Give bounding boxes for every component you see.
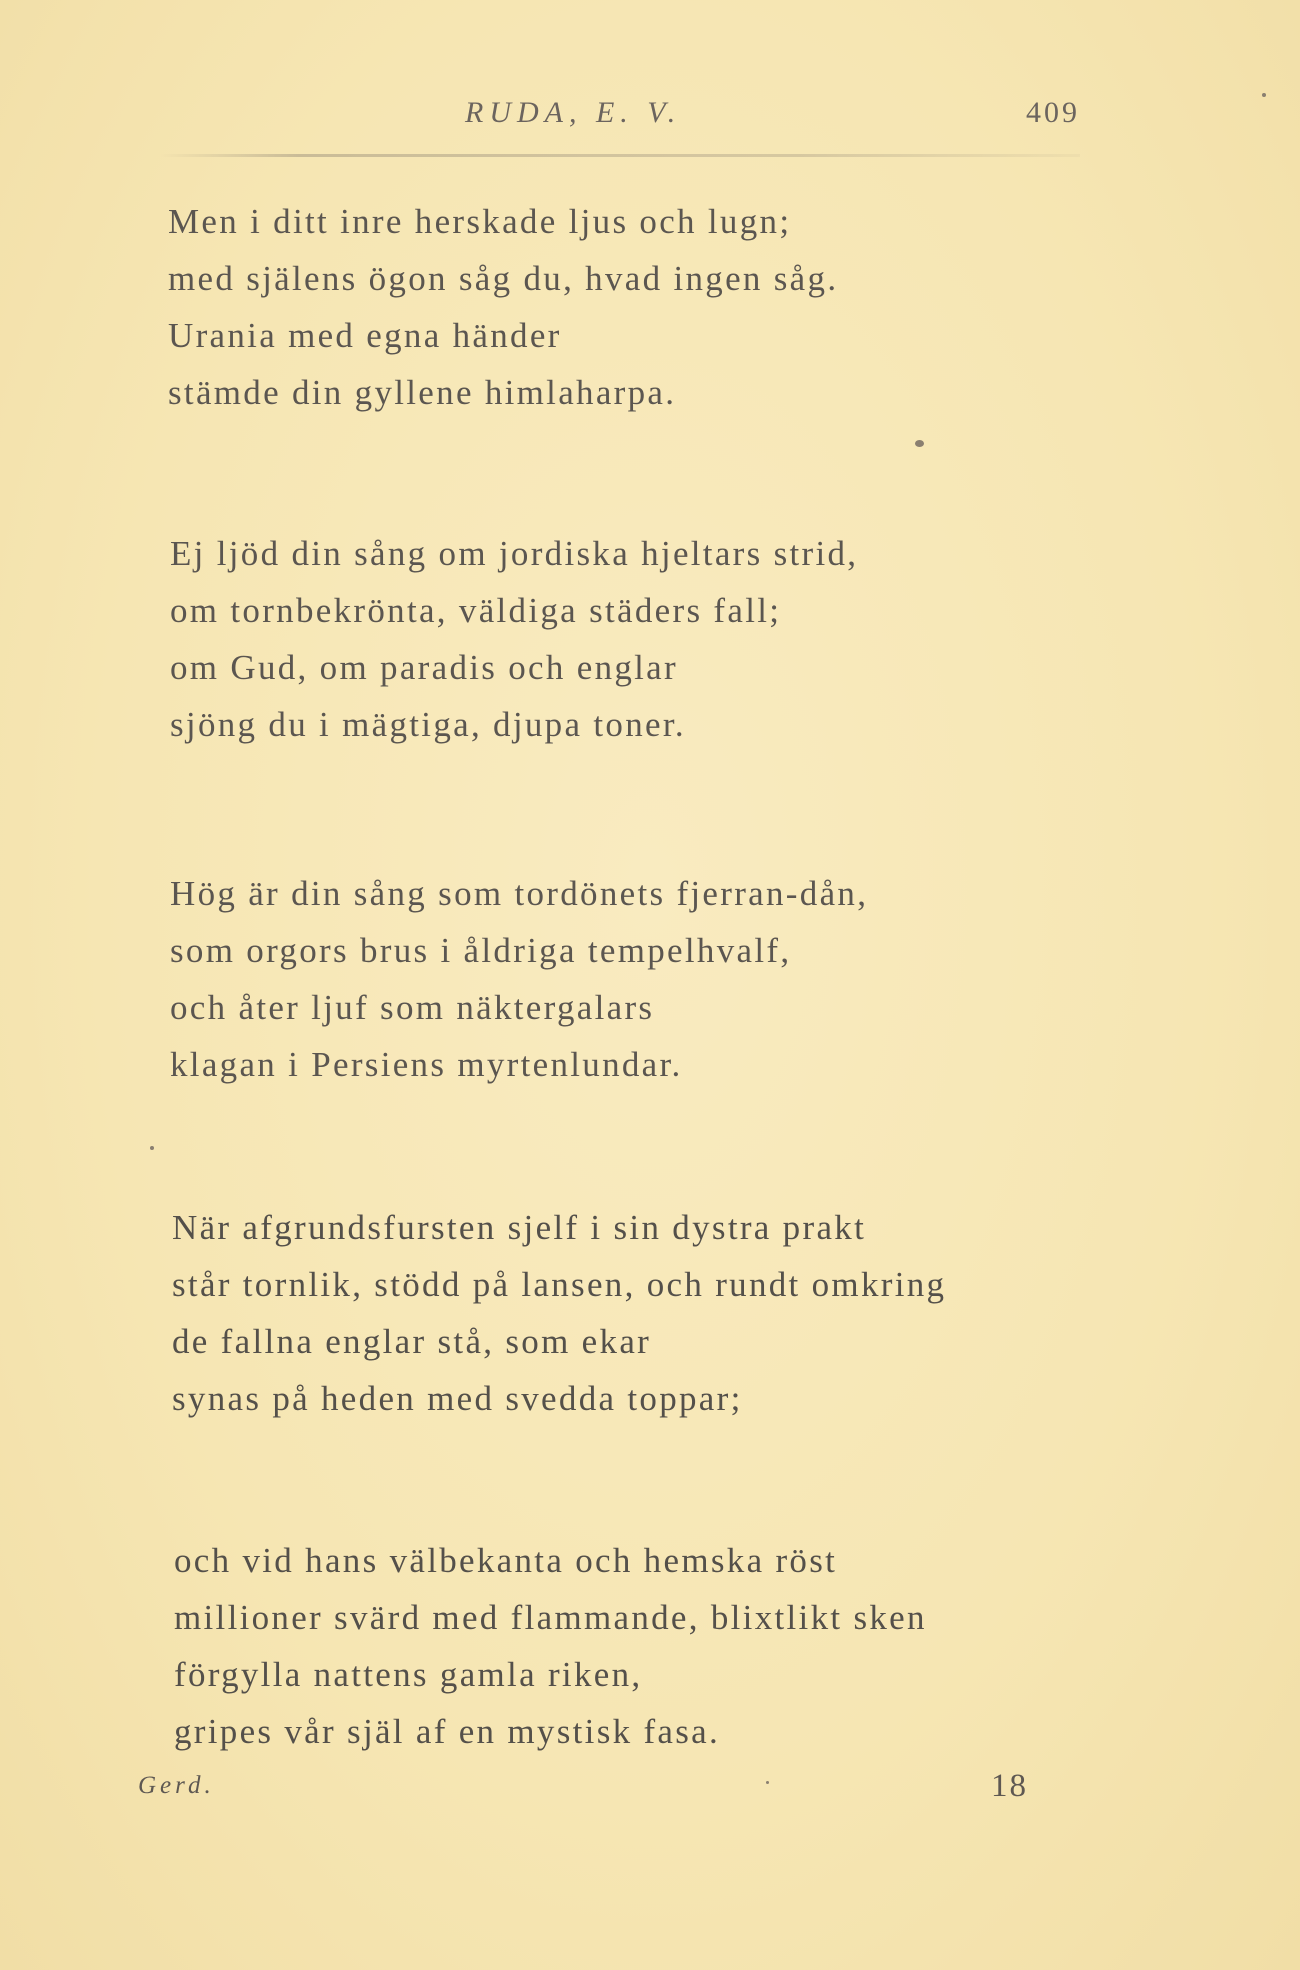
ink-speck [1262, 93, 1266, 97]
poem-line: om tornbekrönta, väldiga städers fall; [170, 591, 782, 630]
signature-number: 18 [991, 1768, 1028, 1804]
poem-line: Ej ljöd din sång om jordiska hjeltars strid, [170, 534, 859, 573]
page-header [165, 96, 1080, 136]
page-number: 409 [1026, 96, 1080, 129]
poem-line: synas på heden med svedda toppar; [172, 1379, 743, 1418]
poem-line: och vid hans välbekanta och hemska röst [174, 1541, 838, 1580]
header-rule [160, 154, 1080, 157]
poem-line: som orgors brus i åldriga tempelhvalf, [170, 931, 792, 970]
signature-mark: Gerd. [138, 1772, 215, 1799]
running-head: RUDA, E. V. [465, 96, 682, 129]
poem-line: Urania med egna händer [168, 316, 562, 355]
poem-line: Hög är din sång som tordönets fjerran-dån, [170, 874, 869, 913]
poem-line: och åter ljuf som näktergalars [170, 988, 655, 1027]
poem-line: stämde din gyllene himlaharpa. [168, 373, 677, 412]
poem-line: de fallna englar stå, som ekar [172, 1322, 652, 1361]
stanza-1 [168, 193, 838, 421]
stanza-4 [172, 1199, 946, 1427]
poem-line: klagan i Persiens myrtenlundar. [170, 1045, 683, 1084]
ink-speck [150, 1146, 154, 1150]
poem-line: om Gud, om paradis och englar [170, 648, 678, 687]
ink-speck [766, 1781, 769, 1784]
page-footer [138, 1768, 1028, 1812]
poem-line: När afgrundsfursten sjelf i sin dystra prakt [172, 1208, 867, 1247]
poem-line: Men i ditt inre herskade ljus och lugn; [168, 202, 792, 241]
poem-line: med själens ögon såg du, hvad ingen såg. [168, 259, 839, 298]
poem-line: gripes vår själ af en mystisk fasa. [174, 1712, 721, 1751]
poem-line: millioner svärd med flammande, blixtlikt sken [174, 1598, 927, 1637]
stanza-3 [170, 865, 868, 1093]
ink-speck [915, 440, 924, 447]
stanza-5 [174, 1532, 927, 1760]
poem-line: sjöng du i mägtiga, djupa toner. [170, 705, 686, 744]
poem-line: står tornlik, stödd på lansen, och rundt omkring [172, 1265, 947, 1304]
stanza-2 [170, 525, 858, 753]
poem-line: förgylla nattens gamla riken, [174, 1655, 643, 1694]
